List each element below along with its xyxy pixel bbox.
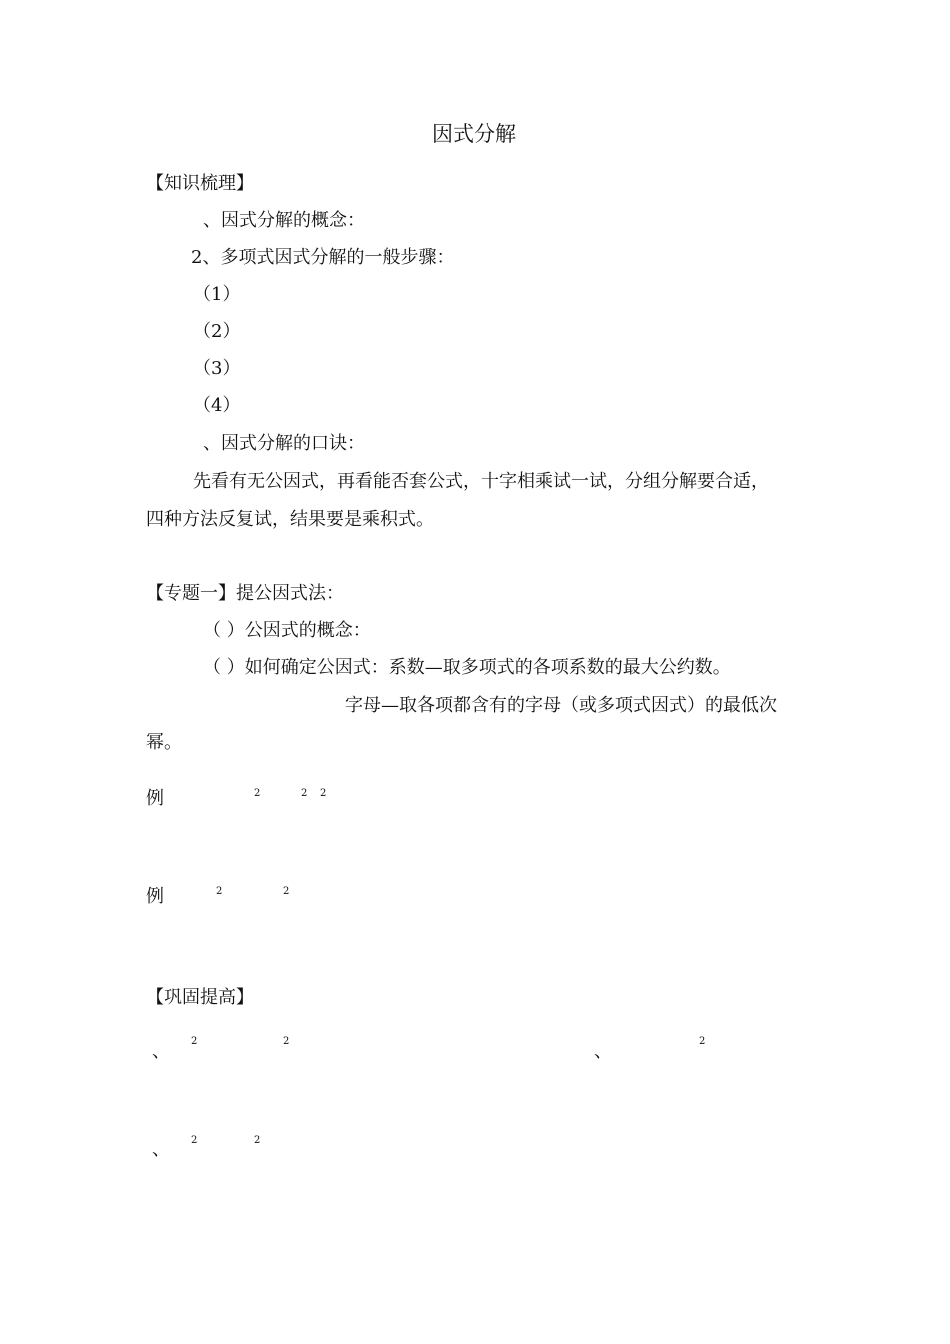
exercise-3-exponent-b: 2 — [254, 1135, 261, 1146]
topic1-item-2: （ ）如何确定公因式：系数—取多项式的各项系数的最大公约数。 — [203, 657, 731, 678]
example-2-exponent-a: 2 — [216, 886, 223, 897]
step-3: （3） — [193, 358, 241, 379]
step-4: （4） — [193, 395, 241, 416]
example-1-exponent-b: 2 — [301, 788, 308, 799]
verse-line-2: 四种方法反复试，结果要是乘积式。 — [146, 509, 434, 530]
example-1-exponent-a: 2 — [254, 788, 261, 799]
example-1-label: 例 — [146, 788, 164, 809]
exercise-3-mark: 、 — [152, 1139, 170, 1160]
consolidate-heading: 【巩固提高】 — [146, 987, 254, 1008]
example-2-label: 例 — [146, 886, 164, 907]
topic1-item-2-cont2: 幂。 — [146, 732, 182, 753]
topic1-item-2-cont: 字母—取各项都含有的字母（或多项式因式）的最低次 — [345, 695, 777, 716]
knowledge-heading: 【知识梳理】 — [146, 173, 254, 194]
verse-line-1: 先看有无公因式，再看能否套公式，十字相乘试一试，分组分解要合适， — [193, 471, 769, 492]
exercise-3-exponent-a: 2 — [191, 1135, 198, 1146]
example-2-exponent-b: 2 — [283, 886, 290, 897]
knowledge-item-1: 、因式分解的概念： — [203, 210, 365, 231]
step-2: （2） — [193, 321, 241, 342]
exercise-1-exponent-a: 2 — [191, 1036, 198, 1047]
topic1-heading: 【专题一】提公因式法： — [146, 583, 344, 604]
exercise-1-mark: 、 — [152, 1041, 170, 1062]
example-1-exponent-c: 2 — [320, 788, 327, 799]
knowledge-item-2: 2、多项式因式分解的一般步骤： — [191, 247, 455, 268]
exercise-2-mark: 、 — [594, 1041, 612, 1062]
exercise-2-exponent: 2 — [699, 1036, 706, 1047]
knowledge-item-3: 、因式分解的口诀： — [203, 433, 365, 454]
topic1-item-1: （ ）公因式的概念： — [203, 620, 371, 641]
step-1: （1） — [193, 284, 241, 305]
exercise-1-exponent-b: 2 — [283, 1036, 290, 1047]
page-title: 因式分解 — [432, 122, 516, 146]
